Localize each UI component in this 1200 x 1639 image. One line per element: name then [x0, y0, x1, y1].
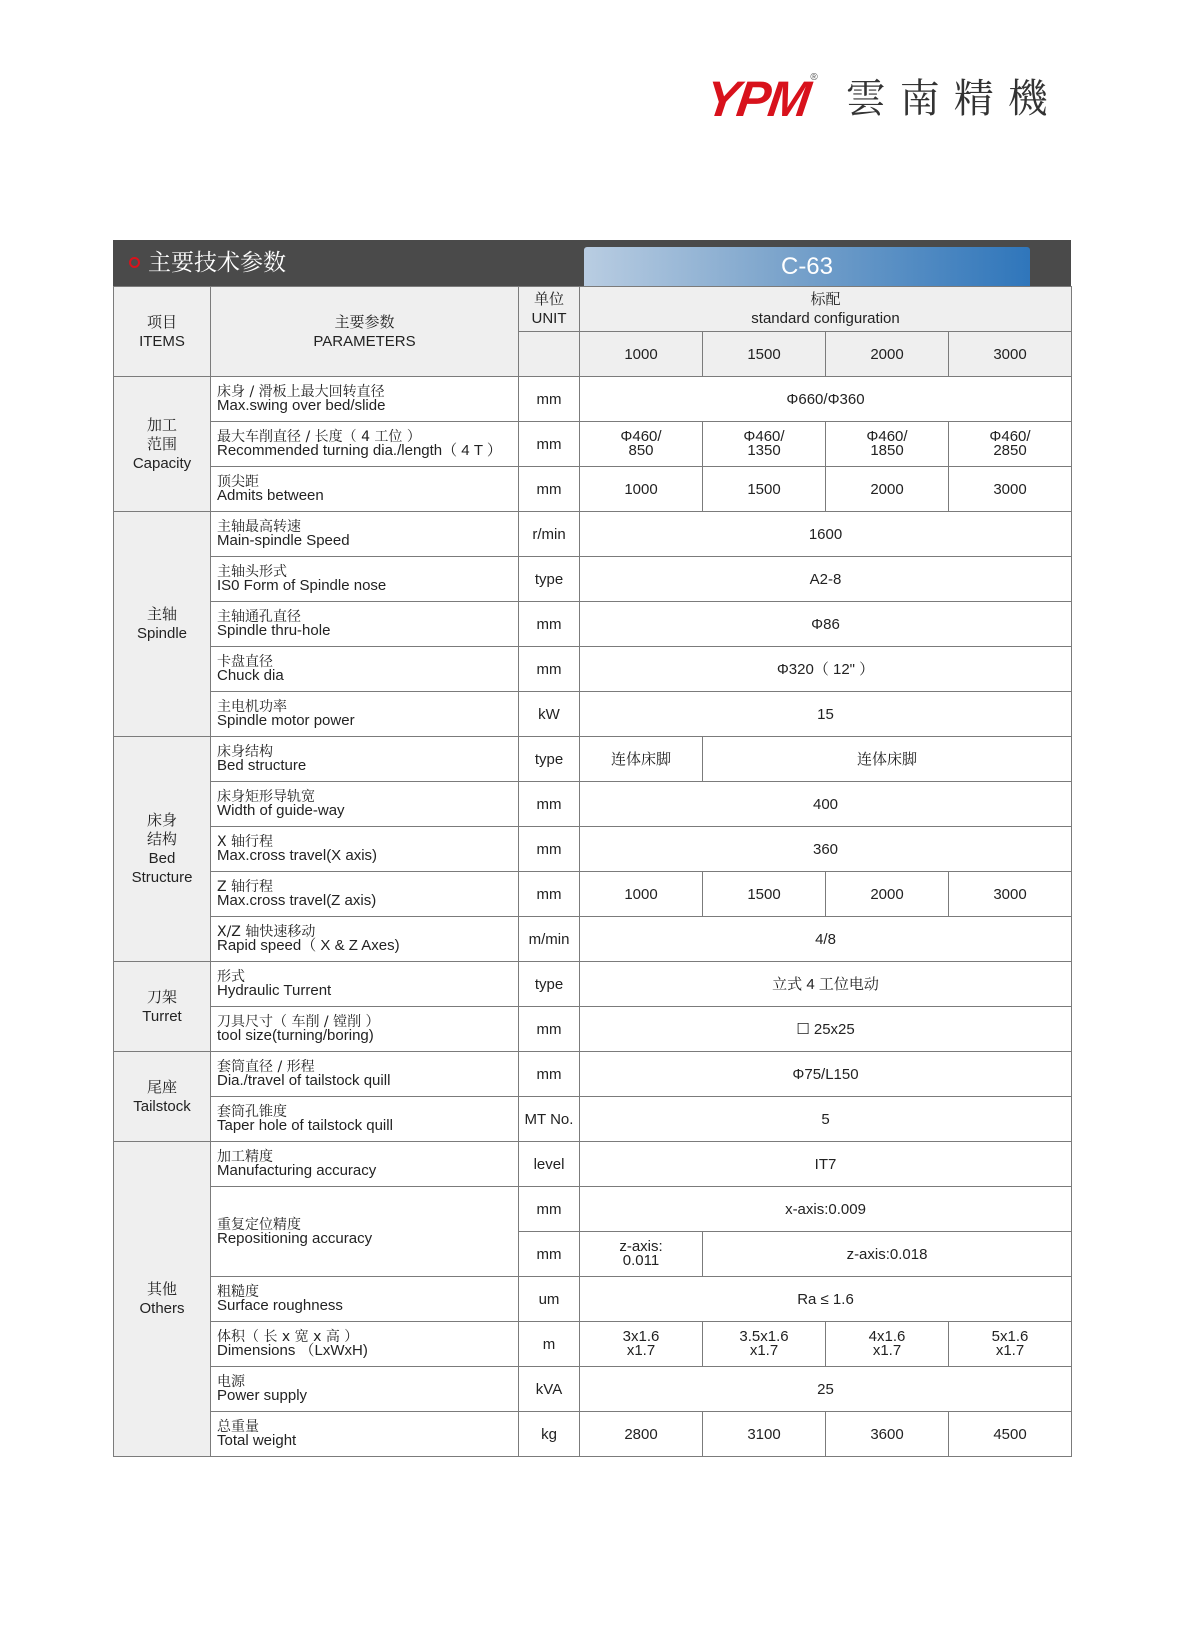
brand-logo [702, 71, 1062, 127]
value-cell: 25 [580, 1367, 1072, 1412]
value-cell: 1000 [580, 872, 703, 917]
param-label: 床身结构 Bed structure [211, 737, 519, 782]
logo-mark: YPM [702, 71, 813, 127]
spec-table [113, 286, 1072, 1457]
value-cell: 连体床脚 [580, 737, 703, 782]
unit-cell: level [519, 1142, 580, 1187]
value-cell: 3000 [949, 872, 1072, 917]
value-cell: A2-8 [580, 557, 1072, 602]
param-label: 总重量 Total weight [211, 1412, 519, 1457]
value-cell: 1500 [703, 872, 826, 917]
value-cell: 3100 [703, 1412, 826, 1457]
unit-header: 单位 UNIT [519, 287, 580, 332]
table-row [114, 467, 1072, 512]
table-row [114, 1412, 1072, 1457]
table-row [114, 827, 1072, 872]
value-cell: 2000 [826, 872, 949, 917]
unit-cell: mm [519, 422, 580, 467]
table-row [114, 647, 1072, 692]
value-cell: 5x1.6 x1.7 [949, 1322, 1072, 1367]
param-label: Z 轴行程 Max.cross travel(Z axis) [211, 872, 519, 917]
value-cell: 2000 [826, 467, 949, 512]
table-row [114, 962, 1072, 1007]
unit-cell: type [519, 557, 580, 602]
table-row [114, 1187, 1072, 1232]
value-cell: 15 [580, 692, 1072, 737]
unit-cell: mm [519, 782, 580, 827]
value-cell: Φ320（ 12" ） [580, 647, 1072, 692]
value-cell: x-axis:0.009 [580, 1187, 1072, 1232]
unit-cell: kg [519, 1412, 580, 1457]
value-cell: 1600 [580, 512, 1072, 557]
value-cell: Φ75/L150 [580, 1052, 1072, 1097]
table-row [114, 1142, 1072, 1187]
brand-chinese-name: 雲南精機 [845, 76, 1062, 122]
table-row [114, 917, 1072, 962]
param-label: 顶尖距 Admits between [211, 467, 519, 512]
table-row [114, 557, 1072, 602]
value-cell: Φ660/Φ360 [580, 377, 1072, 422]
param-label: 粗糙度 Surface roughness [211, 1277, 519, 1322]
value-cell: IT7 [580, 1142, 1072, 1187]
param-label: 床身矩形导轨宽 Width of guide-way [211, 782, 519, 827]
model-column-1500: 1500 [703, 332, 826, 377]
model-column-2000: 2000 [826, 332, 949, 377]
value-cell: 3.5x1.6 x1.7 [703, 1322, 826, 1367]
value-cell: z-axis: 0.011 [580, 1232, 703, 1277]
table-row [114, 872, 1072, 917]
param-label: 重复定位精度 Repositioning accuracy [211, 1187, 519, 1277]
param-label: 套筒直径 / 形程 Dia./travel of tailstock quill [211, 1052, 519, 1097]
param-label: 主轴最高转速 Main-spindle Speed [211, 512, 519, 557]
value-cell: 立式 4 工位电动 [580, 962, 1072, 1007]
value-cell: z-axis:0.018 [703, 1232, 1072, 1277]
model-column-3000: 3000 [949, 332, 1072, 377]
value-cell: 3600 [826, 1412, 949, 1457]
unit-cell: mm [519, 827, 580, 872]
value-cell: 3x1.6 x1.7 [580, 1322, 703, 1367]
unit-cell: mm [519, 1232, 580, 1277]
unit-cell: kW [519, 692, 580, 737]
unit-cell: um [519, 1277, 580, 1322]
value-cell: 5 [580, 1097, 1072, 1142]
param-label: 电源 Power supply [211, 1367, 519, 1412]
unit-header-blank [519, 332, 580, 377]
model-label: C-63 [584, 247, 1030, 286]
spec-sheet [113, 240, 1071, 1457]
unit-cell: mm [519, 1007, 580, 1052]
category-others: 其他 Others [114, 1142, 211, 1457]
table-row [114, 1007, 1072, 1052]
table-row [114, 1367, 1072, 1412]
registered-mark: ® [810, 72, 818, 83]
value-cell: Φ460/ 1850 [826, 422, 949, 467]
param-label: 最大车削直径 / 长度（ 4 工位 ） Recommended turning dia./length（ 4 T ） [211, 422, 519, 467]
unit-cell: mm [519, 647, 580, 692]
value-cell: Φ460/ 850 [580, 422, 703, 467]
unit-cell: mm [519, 467, 580, 512]
unit-cell: type [519, 962, 580, 1007]
value-cell: Φ460/ 1350 [703, 422, 826, 467]
param-label: X 轴行程 Max.cross travel(X axis) [211, 827, 519, 872]
unit-cell: m/min [519, 917, 580, 962]
unit-cell: r/min [519, 512, 580, 557]
value-cell: 连体床脚 [703, 737, 1072, 782]
unit-cell: mm [519, 1052, 580, 1097]
value-cell: Ra ≤ 1.6 [580, 1277, 1072, 1322]
category-spindle: 主轴 Spindle [114, 512, 211, 737]
table-row [114, 377, 1072, 422]
category-turret: 刀架 Turret [114, 962, 211, 1052]
param-label: 卡盘直径 Chuck dia [211, 647, 519, 692]
model-column-1000: 1000 [580, 332, 703, 377]
param-label: 主轴头形式 IS0 Form of Spindle nose [211, 557, 519, 602]
param-label: 刀具尺寸（ 车削 / 镗削 ） tool size(turning/boring) [211, 1007, 519, 1052]
unit-cell: mm [519, 1187, 580, 1232]
param-label: 床身 / 滑板上最大回转直径 Max.swing over bed/slide [211, 377, 519, 422]
value-cell: 2800 [580, 1412, 703, 1457]
param-label: 形式 Hydraulic Turrent [211, 962, 519, 1007]
value-cell: Φ86 [580, 602, 1072, 647]
param-label: 主电机功率 Spindle motor power [211, 692, 519, 737]
unit-cell: type [519, 737, 580, 782]
value-cell: 360 [580, 827, 1072, 872]
category-capacity: 加工 范围 Capacity [114, 377, 211, 512]
value-cell: Φ460/ 2850 [949, 422, 1072, 467]
section-header [113, 240, 1071, 286]
param-label: 主轴通孔直径 Spindle thru-hole [211, 602, 519, 647]
param-label: 体积（ 长 x 宽 x 高 ） Dimensions （LxWxH) [211, 1322, 519, 1367]
standard-config-header: 标配 standard configuration [580, 287, 1072, 332]
table-row [114, 1322, 1072, 1367]
param-label: 加工精度 Manufacturing accuracy [211, 1142, 519, 1187]
value-cell: 3000 [949, 467, 1072, 512]
table-row [114, 1097, 1072, 1142]
table-row [114, 692, 1072, 737]
param-label: X/Z 轴快速移动 Rapid speed（ X & Z Axes) [211, 917, 519, 962]
value-cell: 1500 [703, 467, 826, 512]
parameters-header: 主要参数 PARAMETERS [211, 287, 519, 377]
table-row [114, 512, 1072, 557]
section-title: 主要技术参数 [148, 250, 286, 276]
unit-cell: mm [519, 872, 580, 917]
items-header: 项目 ITEMS [114, 287, 211, 377]
table-row [114, 422, 1072, 467]
value-cell: 1000 [580, 467, 703, 512]
table-row [114, 737, 1072, 782]
value-cell: 400 [580, 782, 1072, 827]
circle-bullet-icon [129, 257, 140, 268]
value-cell: 4x1.6 x1.7 [826, 1322, 949, 1367]
category-bed-structure: 床身 结构 Bed Structure [114, 737, 211, 962]
category-tailstock: 尾座 Tailstock [114, 1052, 211, 1142]
unit-cell: mm [519, 602, 580, 647]
unit-cell: MT No. [519, 1097, 580, 1142]
unit-cell: mm [519, 377, 580, 422]
unit-cell: m [519, 1322, 580, 1367]
value-cell: ☐ 25x25 [580, 1007, 1072, 1052]
table-row [114, 1277, 1072, 1322]
table-row [114, 782, 1072, 827]
value-cell: 4/8 [580, 917, 1072, 962]
table-row [114, 1052, 1072, 1097]
table-row [114, 602, 1072, 647]
value-cell: 4500 [949, 1412, 1072, 1457]
unit-cell: kVA [519, 1367, 580, 1412]
param-label: 套筒孔锥度 Taper hole of tailstock quill [211, 1097, 519, 1142]
